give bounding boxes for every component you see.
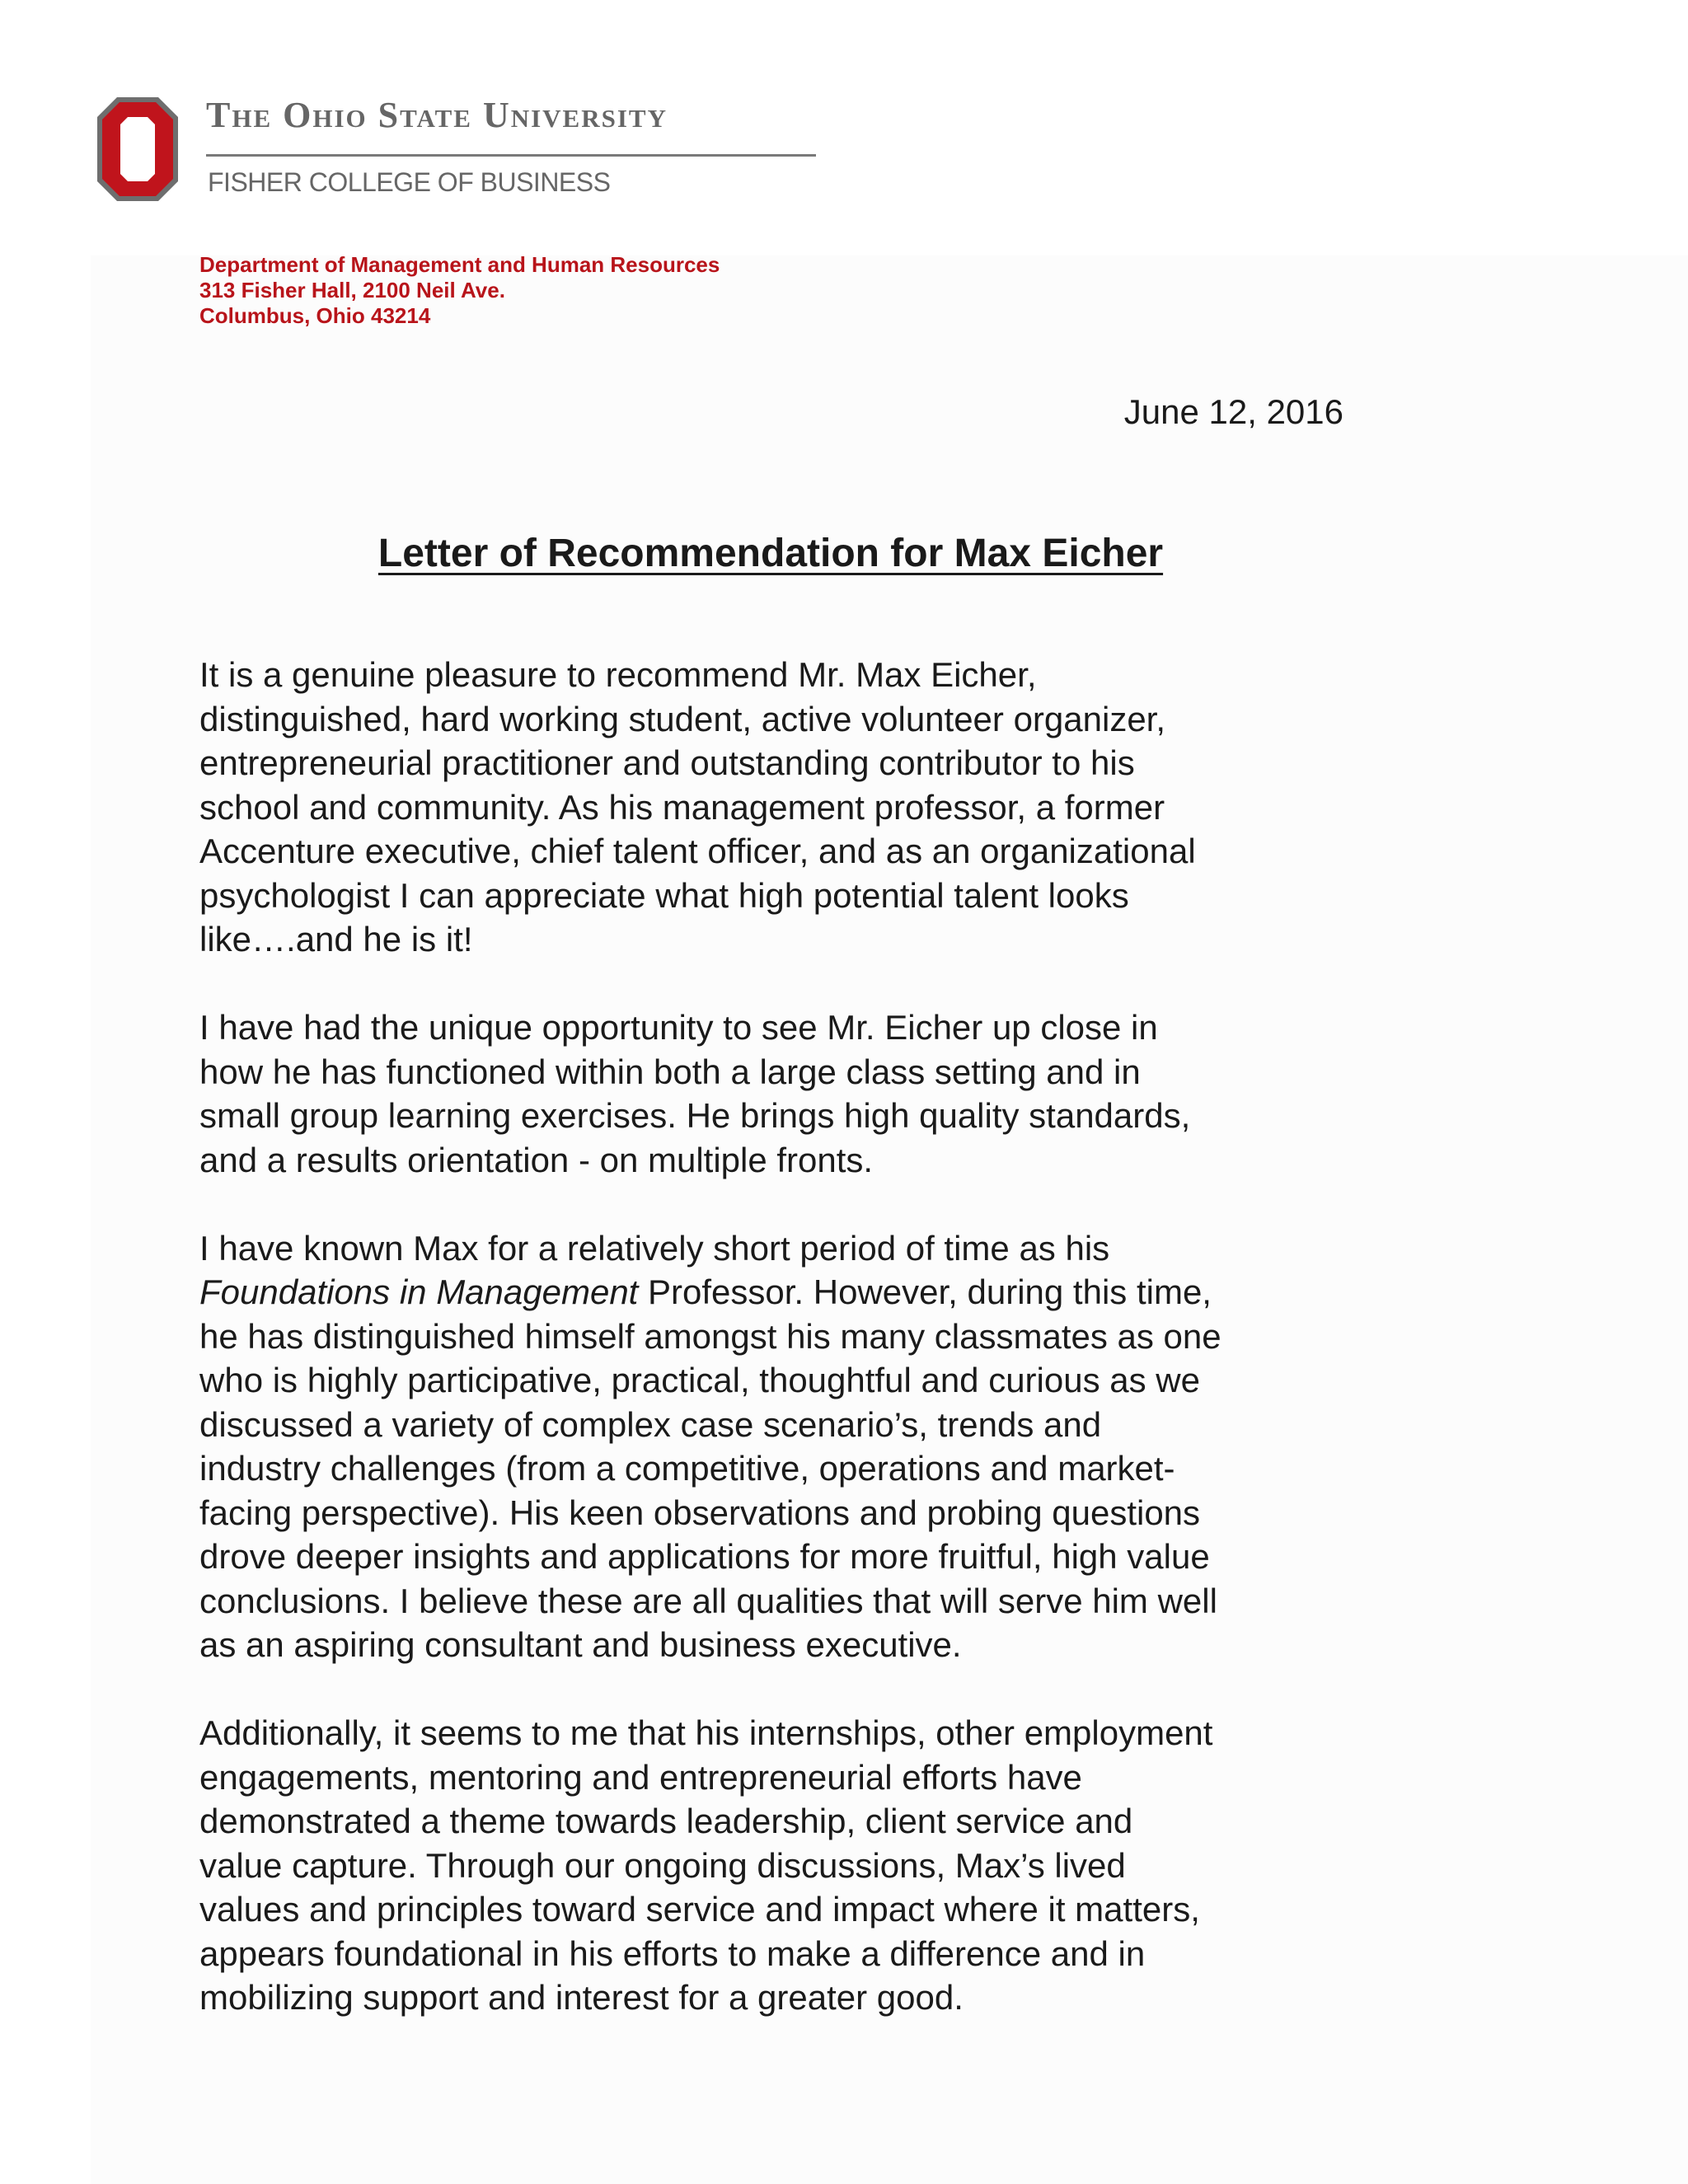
text-line: drove deeper insights and applications for more fruitful, high value — [199, 1537, 1210, 1576]
text-line: small group learning exercises. He brings high quality standards, — [199, 1096, 1191, 1135]
block-o-logo-icon — [97, 97, 178, 201]
text-line: distinguished, hard working student, active volunteer organizer, — [199, 699, 1166, 738]
text-line: he has distinguished himself amongst his many classmates as one — [199, 1316, 1221, 1356]
paragraph-1 — [199, 653, 1370, 962]
text-line: I have had the unique opportunity to see Mr. Eicher up close in — [199, 1008, 1158, 1047]
letter-title: Letter of Recommendation for Max Eicher — [377, 532, 1164, 575]
text-line: value capture. Through our ongoing discussions, Max’s lived — [199, 1845, 1126, 1885]
text-line: engagements, mentoring and entrepreneurial efforts have — [199, 1757, 1082, 1797]
text-line: conclusions. I believe these are all qualities that will serve him well — [199, 1581, 1217, 1620]
text-line: like….and he is it! — [199, 920, 473, 958]
course-title-italic: Foundations in Management — [199, 1272, 639, 1311]
text-line: appears foundational in his efforts to make a difference and in — [199, 1933, 1146, 1973]
department-name: Department of Management and Human Resources — [199, 252, 720, 277]
text-line: who is highly participative, practical, thoughtful and curious as we — [199, 1361, 1200, 1399]
paragraph-3 — [199, 1226, 1370, 1667]
text-line: demonstrated a theme towards leadership, client service and — [199, 1802, 1133, 1840]
text-line: psychologist I can appreciate what high potential talent looks — [199, 875, 1129, 915]
text-line: entrepreneurial practitioner and outstanding contributor to his — [199, 743, 1135, 782]
department-city: Columbus, Ohio 43214 — [199, 303, 431, 328]
department-street: 313 Fisher Hall, 2100 Neil Ave. — [199, 278, 505, 302]
paragraph-2 — [199, 1005, 1370, 1182]
text-line: and a results orientation - on multiple fronts. — [199, 1140, 874, 1179]
text-line: values and principles toward service and impact where it matters, — [199, 1890, 1200, 1929]
text-line: discussed a variety of complex case scenario’s, trends and — [199, 1404, 1102, 1444]
text-line: mobilizing support and interest for a greater good. — [199, 1978, 964, 2017]
text-line: school and community. As his management professor, a former — [199, 787, 1165, 827]
text-line: facing perspective). His keen observations and probing questions — [199, 1493, 1201, 1532]
header-divider — [206, 154, 816, 157]
text-line: Additionally, it seems to me that his internships, other employment — [199, 1713, 1213, 1752]
text-run: Professor. However, during this time, — [638, 1272, 1212, 1311]
text-line: It is a genuine pleasure to recommend Mr. Max Eicher, — [199, 655, 1037, 694]
text-line — [199, 1270, 1370, 1315]
department-address-block — [199, 252, 720, 329]
text-line: I have known Max for a relatively short period of time as his — [199, 1228, 1110, 1268]
paragraph-4 — [199, 1711, 1370, 2020]
text-line: industry challenges (from a competitive, operations and market- — [199, 1449, 1175, 1488]
letter-date: June 12, 2016 — [1123, 392, 1343, 431]
text-line: Accenture executive, chief talent officer, and as an organizational — [199, 832, 1196, 870]
college-name: FISHER COLLEGE OF BUSINESS — [208, 167, 611, 197]
text-line: how he has functioned within both a large class setting and in — [199, 1052, 1141, 1091]
university-name: The Ohio State University — [206, 95, 668, 135]
text-line: as an aspiring consultant and business executive. — [199, 1625, 962, 1664]
letter-body — [199, 653, 1370, 2064]
